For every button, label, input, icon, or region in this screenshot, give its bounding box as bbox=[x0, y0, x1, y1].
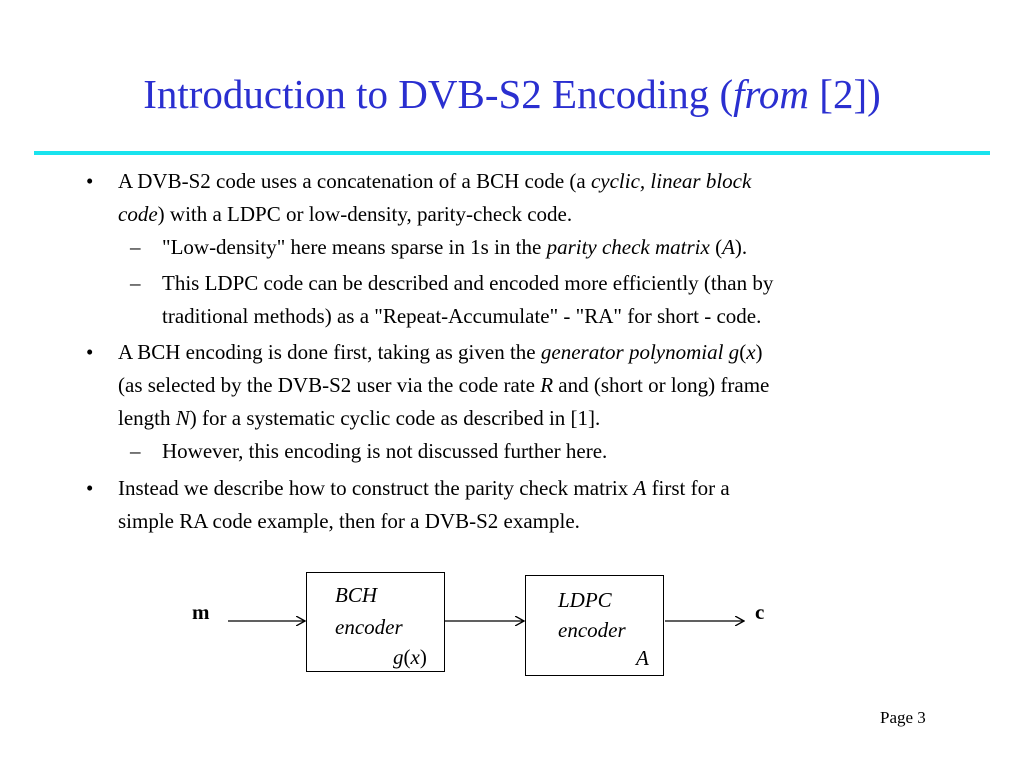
ldpc-encoder-label bbox=[558, 620, 626, 641]
sub-bullet-1-text3: ). bbox=[734, 235, 748, 259]
bullet-3-matrix: A bbox=[633, 476, 647, 500]
bullet-2-length: N bbox=[175, 406, 190, 430]
sub-bullet-1-italic: parity check matrix bbox=[546, 235, 710, 259]
bch-x: x bbox=[410, 645, 420, 669]
bullet-2-text: A BCH encoding is done first, taking as given the bbox=[118, 340, 541, 364]
ldpc-label bbox=[558, 590, 612, 611]
sub-bullet-1-text2: ( bbox=[709, 235, 723, 259]
output-label-c: c bbox=[755, 600, 765, 624]
bch-g: g bbox=[393, 645, 404, 669]
sub-bullet-1-matrix: A bbox=[722, 235, 735, 259]
bullet-1-text-end: ) with a LDPC or low-density, parity-check code. bbox=[157, 202, 573, 226]
bullet-1-italic-code: code bbox=[118, 202, 158, 226]
bch-generator-label bbox=[393, 647, 427, 668]
bch-label-text: BCH bbox=[335, 583, 377, 607]
bch-rp: ) bbox=[419, 645, 427, 669]
bullet-2-paren-close: ) bbox=[755, 340, 763, 364]
sub-bullet-1-text: "Low-density" here means sparse in 1s in the bbox=[162, 235, 547, 259]
bullet-2-text-4: length bbox=[118, 406, 176, 430]
bch-lp: ( bbox=[403, 645, 411, 669]
ldpc-matrix-label bbox=[636, 648, 649, 669]
sub-bullet-2-line-1: This LDPC code can be described and encoded more efficiently (than by bbox=[162, 271, 774, 295]
ldpc-matrix-text: A bbox=[636, 646, 649, 670]
bullet-2-text-2: (as selected by the DVB-S2 user via the code rate bbox=[118, 373, 541, 397]
dash-marker: – bbox=[130, 439, 141, 463]
ldpc-encoder-box bbox=[525, 575, 664, 676]
bullet-3-text-3: simple RA code example, then for a DVB-S2 example. bbox=[118, 509, 580, 533]
sub-bullet-2-line-2: traditional methods) as a "Repeat-Accumulate" - "RA" for short - code. bbox=[162, 304, 762, 328]
dash-marker: – bbox=[130, 271, 141, 295]
bch-encoder-text: encoder bbox=[335, 615, 403, 639]
sub-bullet-3: However, this encoding is not discussed further here. bbox=[162, 439, 608, 463]
page-number: Page 3 bbox=[880, 708, 926, 727]
bullet-2-italic: generator polynomial g bbox=[540, 340, 740, 364]
bullet-2-text-3: and (short or long) frame bbox=[553, 373, 770, 397]
bch-encoder-label bbox=[335, 617, 403, 638]
title-suffix: [2]) bbox=[809, 71, 881, 117]
bullet-1-italic: cyclic, linear block bbox=[590, 169, 752, 193]
title-prefix: Introduction to DVB-S2 Encoding ( bbox=[143, 71, 734, 117]
ldpc-encoder-text: encoder bbox=[558, 618, 626, 642]
bullet-marker: • bbox=[86, 169, 94, 193]
bullet-2-rate: R bbox=[540, 373, 554, 397]
bullet-2-x: x bbox=[746, 340, 756, 364]
bullet-marker: • bbox=[86, 476, 94, 500]
title-from: from bbox=[733, 71, 810, 117]
bullet-2-paren-open: ( bbox=[739, 340, 747, 364]
dash-marker: – bbox=[130, 235, 141, 259]
bullet-3-text-2: first for a bbox=[646, 476, 730, 500]
bch-label bbox=[335, 585, 377, 606]
bullet-2-text-5: ) for a systematic cyclic code as described in [1]. bbox=[189, 406, 601, 430]
bullet-1-text: A DVB-S2 code uses a concatenation of a BCH code (a bbox=[118, 169, 591, 193]
bch-encoder-box bbox=[306, 572, 445, 672]
bullet-3-text: Instead we describe how to construct the parity check matrix bbox=[118, 476, 634, 500]
input-label-m: m bbox=[192, 600, 210, 624]
ldpc-label-text: LDPC bbox=[558, 588, 612, 612]
bullet-marker: • bbox=[86, 340, 94, 364]
